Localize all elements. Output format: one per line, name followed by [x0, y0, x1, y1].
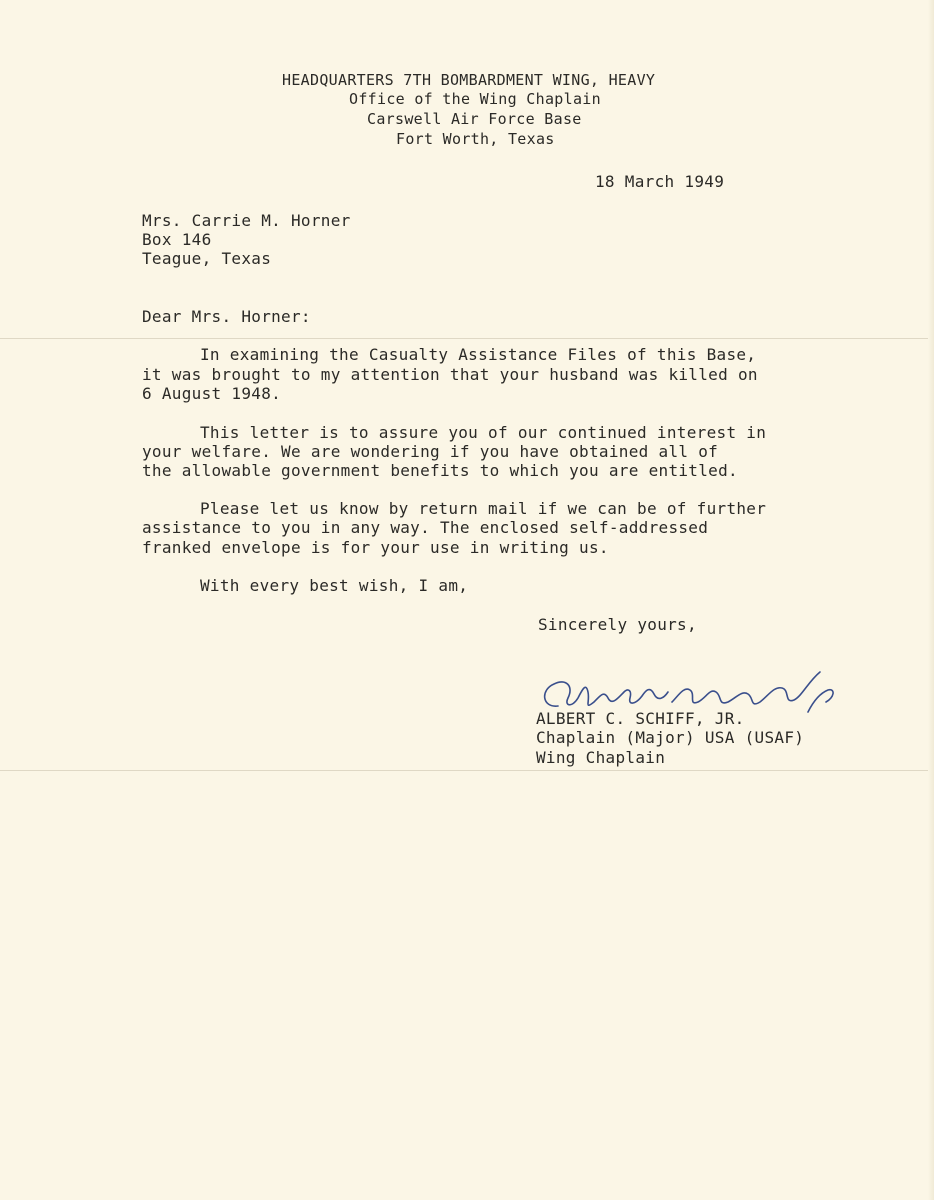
- signer-name: ALBERT C. SCHIFF, JR.: [536, 709, 745, 728]
- body-line: your welfare. We are wondering if you have obtained all of: [142, 442, 719, 461]
- paper-edge: [928, 0, 934, 1200]
- letterhead-line-3: Carswell Air Force Base: [367, 110, 582, 128]
- body-line: Please let us know by return mail if we can be of further: [200, 499, 767, 518]
- body-line: assistance to you in any way. The enclosed self-addressed: [142, 518, 709, 537]
- recipient-address-1: Box 146: [142, 230, 212, 249]
- signer-role: Wing Chaplain: [536, 748, 666, 767]
- body-line: 6 August 1948.: [142, 384, 282, 403]
- closing: Sincerely yours,: [538, 615, 697, 634]
- body-line: This letter is to assure you of our continued interest in: [200, 423, 767, 442]
- body-line: With every best wish, I am,: [200, 576, 469, 595]
- body-line: the allowable government benefits to which you are entitled.: [142, 461, 738, 480]
- letterhead-line-4: Fort Worth, Texas: [396, 130, 555, 148]
- body-line: it was brought to my attention that your husband was killed on: [142, 365, 758, 384]
- body-line: franked envelope is for your use in writing us.: [142, 538, 609, 557]
- signer-title: Chaplain (Major) USA (USAF): [536, 728, 805, 747]
- letterhead-line-2: Office of the Wing Chaplain: [349, 90, 601, 108]
- signature-stroke: [545, 672, 833, 712]
- fold-line: [0, 338, 934, 339]
- salutation: Dear Mrs. Horner:: [142, 307, 311, 326]
- letterhead-line-1: HEADQUARTERS 7TH BOMBARDMENT WING, HEAVY: [282, 71, 656, 89]
- letter-date: 18 March 1949: [595, 172, 725, 191]
- fold-line: [0, 770, 934, 771]
- recipient-address-2: Teague, Texas: [142, 249, 272, 268]
- body-line: In examining the Casualty Assistance Files of this Base,: [200, 345, 757, 364]
- recipient-name: Mrs. Carrie M. Horner: [142, 211, 351, 230]
